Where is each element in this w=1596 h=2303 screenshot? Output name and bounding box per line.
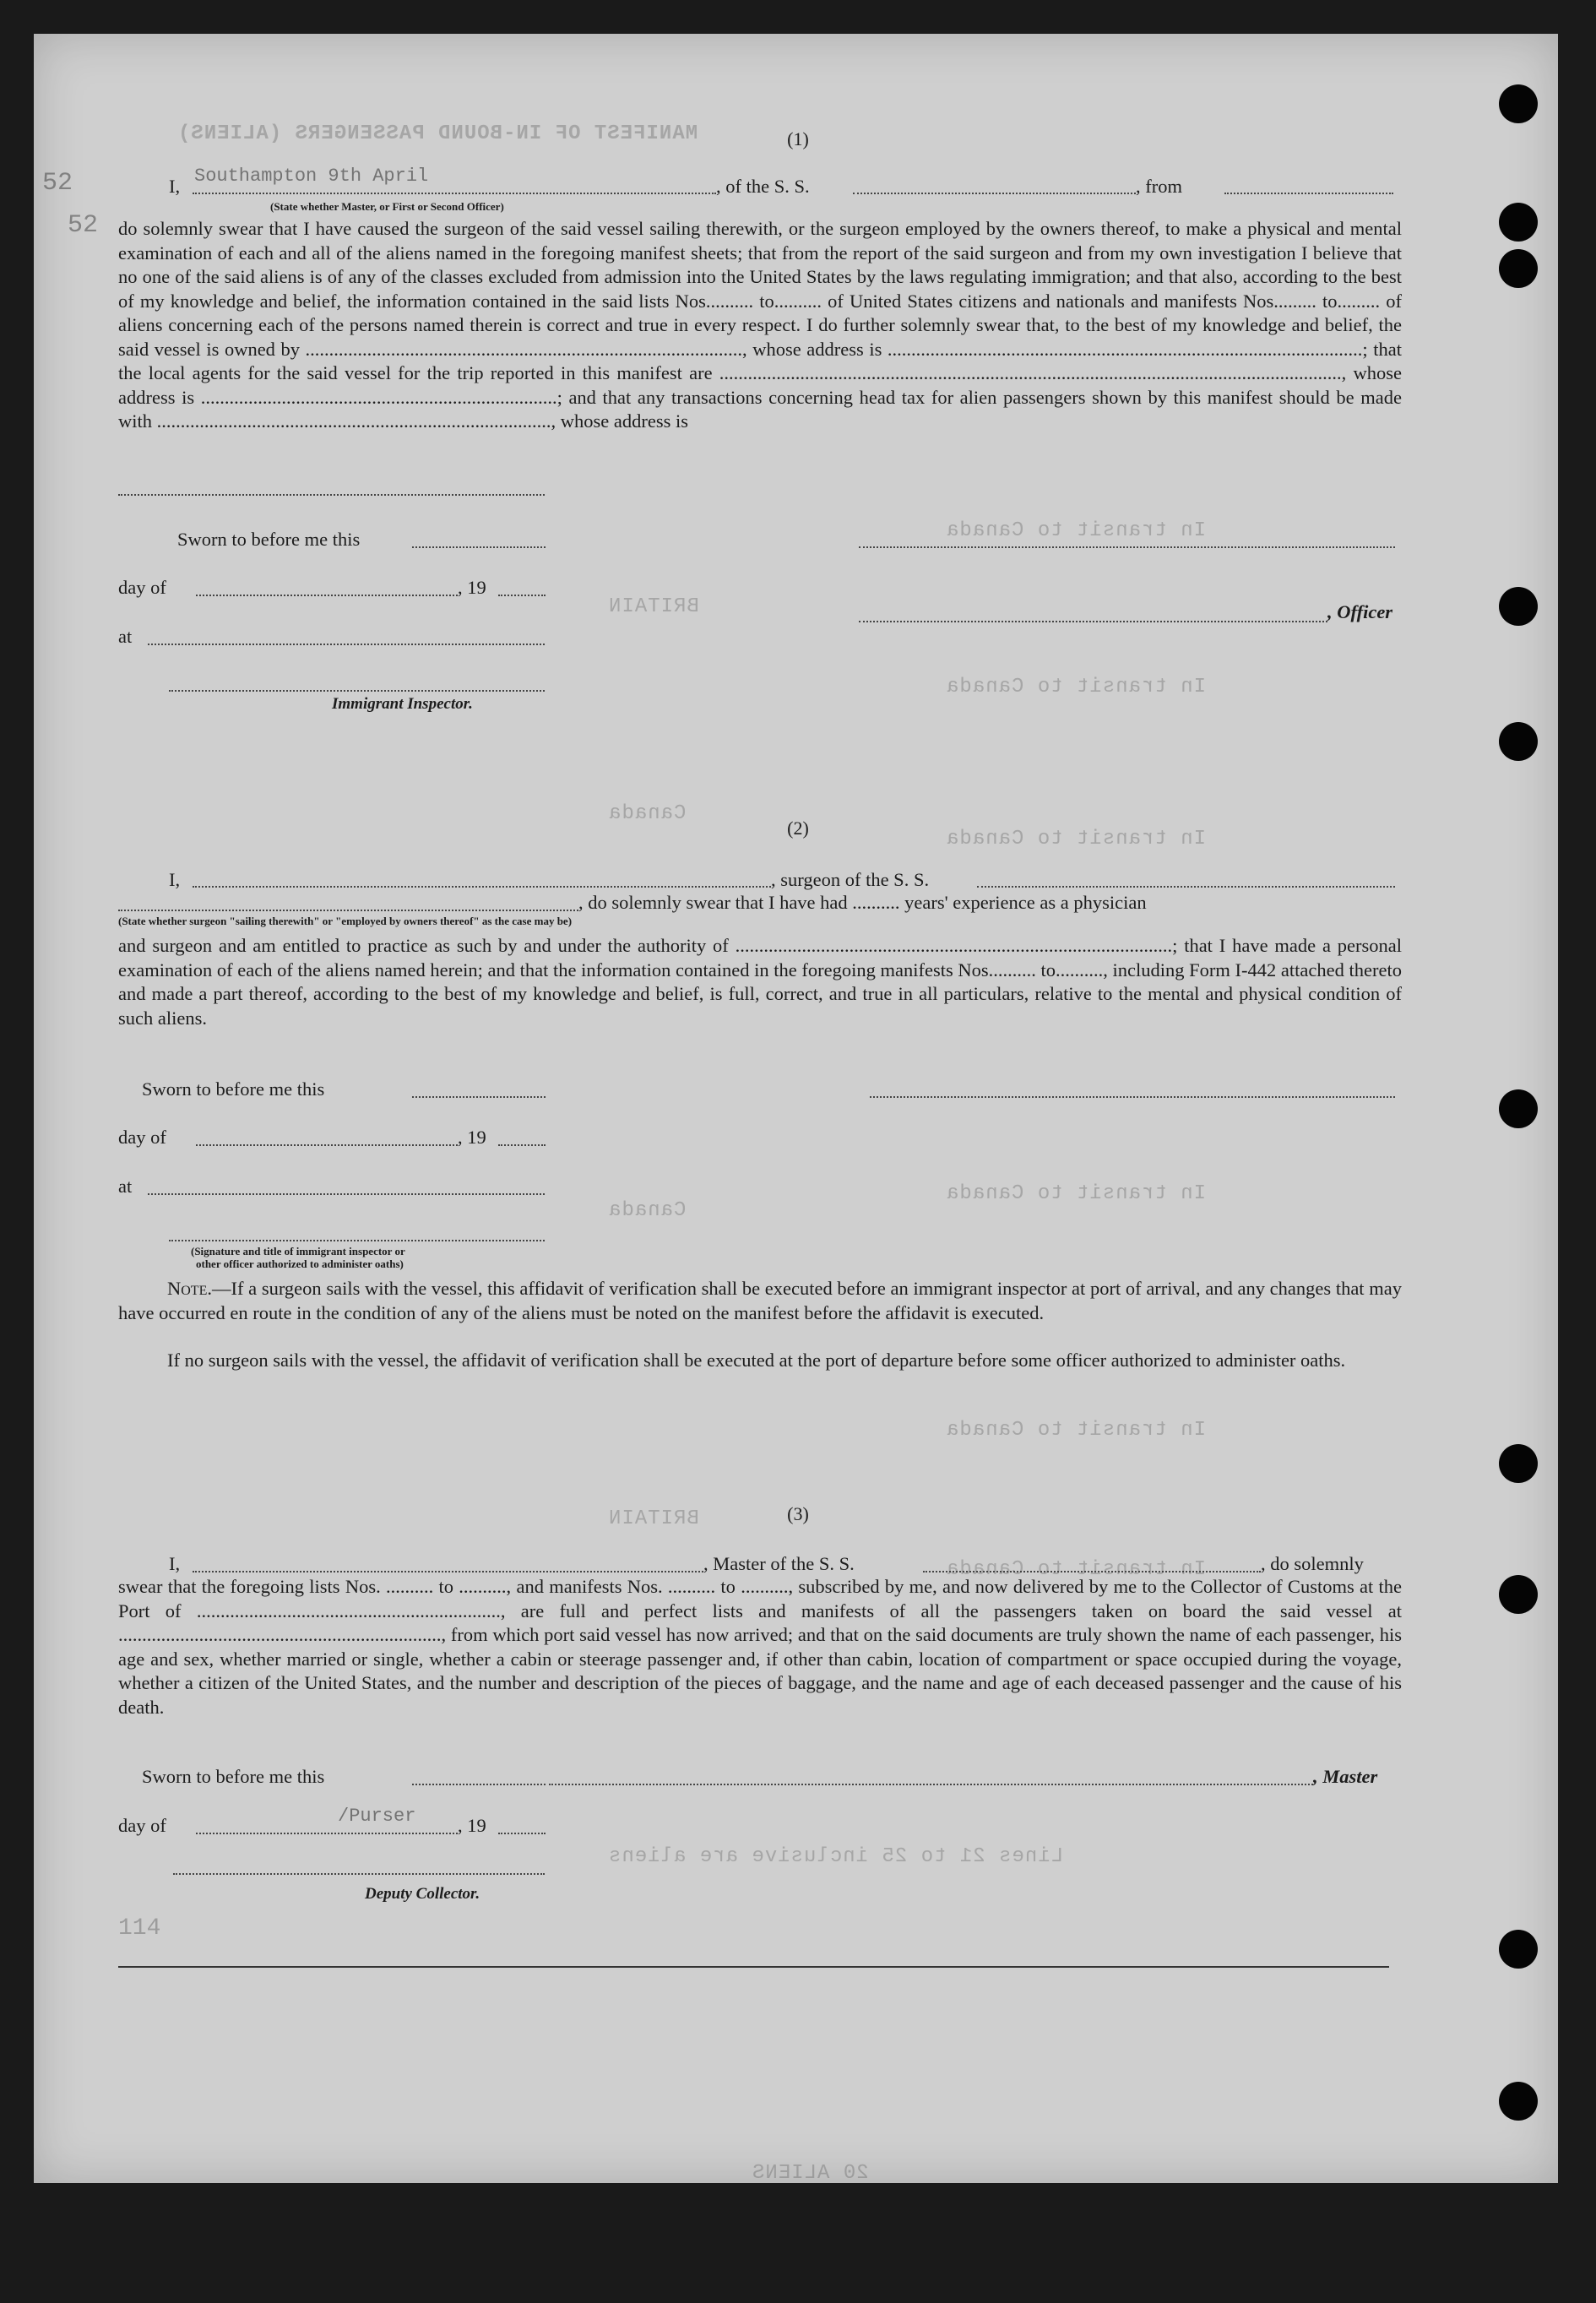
section-1-from: , from — [1136, 176, 1182, 197]
page-number: 52 — [42, 169, 73, 198]
bleed-through-text: In transit to Canada — [946, 1182, 1207, 1205]
section-1-number: (1) — [787, 128, 809, 149]
surgeon-name-blank — [193, 886, 771, 888]
master-signature-blank — [549, 1784, 1313, 1785]
surgeon-vessel-blank — [977, 886, 1395, 888]
note-label: Note. — [167, 1278, 212, 1299]
punch-hole — [1499, 1575, 1538, 1614]
officer-label: , Officer — [1327, 601, 1393, 622]
bleed-through-text: In transit to Canada — [946, 1558, 1207, 1581]
sworn-label: Sworn to before me this — [142, 1766, 325, 1787]
punch-hole — [1499, 1444, 1538, 1483]
punch-hole — [1499, 249, 1538, 288]
punch-hole — [1499, 1930, 1538, 1969]
surgeon-state-note: (State whether surgeon "sailing therewith" or "employed by owners thereof" as the case may be) — [118, 915, 573, 927]
punch-hole — [1499, 203, 1538, 242]
handwritten-departure: Southampton 9th April — [194, 166, 429, 187]
at-label: at — [118, 626, 133, 647]
sworn-label: Sworn to before me this — [177, 529, 361, 550]
handwritten-purser: /Purser — [338, 1806, 416, 1827]
day-of-label: day of — [118, 577, 166, 598]
sworn-date-blank — [412, 1096, 546, 1098]
bleed-through-text: Canada — [608, 802, 687, 825]
punch-hole — [1499, 587, 1538, 626]
section-3-oath: swear that the foregoing lists Nos. .......... to .........., and manifests Nos. .......... to .........., subscribed by me, and now delivered by me to the Collector of Customs at the Port of ................................................................, are full and perfect lists and manifests of all the passengers taken on board the said vessel at ...................................................................., from which port said vessel has now arrived; and that on the said documents are truly shown the name of each passenger, his age and sex, whether married or single, whether a cabin or steerage passenger and, if other than cabin, location of compartment or space occupied during the voyage, whether a citizen of the United States, and the number and description of the pieces of baggage, and the name and age of each deceased passenger and the cause of his death. — [118, 1576, 1402, 1718]
surgeon-status-blank — [118, 910, 578, 911]
section-1-of-ss: , of the S. S. — [716, 176, 810, 197]
day-of-blank — [196, 595, 458, 596]
bleed-through-text: In transit to Canada — [946, 519, 1207, 542]
punch-hole — [1499, 1089, 1538, 1128]
day-of-blank — [196, 1144, 458, 1146]
master-of-label: , Master of the S. S. — [703, 1553, 855, 1574]
year-blank — [498, 1833, 546, 1834]
bleed-through-text: BRITAIN — [608, 595, 699, 618]
surgeon-signature-blank — [870, 1096, 1395, 1098]
inspector-signature-line — [169, 690, 545, 692]
punch-hole — [1499, 722, 1538, 761]
bleed-through-text: 20 ALIENS — [752, 2162, 869, 2185]
day-of-blank — [196, 1833, 458, 1834]
solemnly-label: , do solemnly — [1261, 1553, 1364, 1574]
section-3-number: (3) — [787, 1503, 809, 1524]
officer-blank-2 — [859, 621, 1327, 622]
bleed-through-text: In transit to Canada — [946, 676, 1207, 698]
year-label: , 19 — [458, 1815, 486, 1836]
bleed-through-text: Lines 21 to 25 inclusive are aliens — [608, 1845, 1064, 1868]
punch-hole — [1499, 2082, 1538, 2121]
section-2-number: (2) — [787, 817, 809, 839]
note-paragraph-2: If no surgeon sails with the vessel, the affidavit of verification shall be executed at the port of departure before some officer authorized to administer oaths. — [167, 1350, 1346, 1371]
bleed-through-text: BRITAIN — [608, 1507, 699, 1530]
year-label: , 19 — [458, 577, 486, 598]
master-name-blank — [193, 193, 716, 194]
bottom-rule — [118, 1966, 1389, 1968]
master-name-blank — [193, 1571, 703, 1572]
signature-note: (Signature and title of immigrant inspector or — [191, 1245, 405, 1257]
signature-note: other officer authorized to administer oaths) — [196, 1257, 404, 1270]
inspector-signature-line — [169, 1240, 545, 1241]
section-1-i: I, — [169, 176, 181, 197]
inspector-label: Immigrant Inspector. — [332, 695, 473, 713]
section-3-i: I, — [169, 1553, 181, 1574]
surgeon-of-label: , surgeon of the S. S. — [771, 869, 930, 890]
sworn-date-blank — [412, 1784, 546, 1785]
surgeon-swear-line: , do solemnly swear that I have had .......... years' experience as a physician — [578, 892, 1147, 913]
bleed-through-text: In transit to Canada — [946, 828, 1207, 850]
collector-signature-line — [173, 1873, 545, 1875]
page-number: 52 — [68, 211, 99, 240]
section-1-oath: do solemnly swear that I have caused the surgeon of the said vessel sailing therewith, or the surgeon employed by the owners thereof, to make a physical and mental examination of each and all of the aliens named in the foregoing manifest sheets; that from the report of the said surgeon and from my own investigation I believe that no one of the said aliens is of any of the classes excluded from admission into the United States by the laws regulating immigration; and that also, according to the best of my knowledge and belief, the information contained in the said lists Nos.......... to.......... of United States citizens and nationals and manifests Nos......... to......... of aliens concerning each of the persons named therein is correct and true in every respect. I do further solemnly swear that, to the best of my knowledge and belief, the said vessel is owned by ............................................................................................, whose address is ....................................................................................................; that the local agents for the said vessel for the trip reported in this manifest are ..................................................................................................................................., whose address is ...........................................................................; and that any transactions concerning head tax for alien passengers shown by this manifest should be made with ..................................................................................., whose address is — [118, 218, 1402, 432]
bleed-through-text: In transit to Canada — [946, 1419, 1207, 1442]
officer-blank-1 — [859, 546, 1395, 548]
year-label: , 19 — [458, 1127, 486, 1148]
master-label: , Master — [1313, 1766, 1378, 1787]
year-blank — [498, 595, 546, 596]
day-of-label: day of — [118, 1815, 166, 1836]
at-label: at — [118, 1176, 133, 1197]
punch-hole — [1499, 84, 1538, 123]
note-text: —If a surgeon sails with the vessel, this affidavit of verification shall be executed before an immigrant inspector at port of arrival, and any changes that may have occurred en route in the condition of any of the aliens must be noted on the manifest before the affidavit is executed. — [118, 1278, 1402, 1323]
note-paragraph — [118, 1277, 1402, 1325]
at-blank — [148, 1193, 545, 1195]
year-blank — [498, 1144, 546, 1146]
bleed-through-text: Canada — [608, 1199, 687, 1222]
sworn-date-blank — [412, 546, 546, 548]
deputy-collector-label: Deputy Collector. — [365, 1885, 480, 1903]
section-2-i: I, — [169, 869, 181, 890]
sworn-label: Sworn to before me this — [142, 1078, 325, 1100]
day-of-label: day of — [118, 1127, 166, 1148]
bleed-through-text: MANIFEST OF IN-BOUND PASSENGERS (ALIENS) — [177, 122, 698, 145]
role-note: (State whether Master, or First or Second Officer) — [270, 200, 504, 213]
from-port-blank — [1224, 193, 1393, 194]
vessel-name-blank — [923, 1571, 1261, 1572]
vessel-name-blank — [853, 193, 1136, 194]
stamp-number: 114 — [118, 1915, 161, 1942]
signature-line — [118, 494, 545, 496]
at-blank — [148, 644, 545, 645]
section-2-oath: and surgeon and am entitled to practice as such by and under the authority of ............................................................................................; that I have made a personal examination of each of the aliens named herein; and that the information contained in the foregoing manifests Nos.......... to.........., including Form I-442 attached thereto and made a part thereof, according to the best of my knowledge and belief, is full, correct, and true in all particulars, relative to the mental and physical condition of such aliens. — [118, 935, 1402, 1029]
